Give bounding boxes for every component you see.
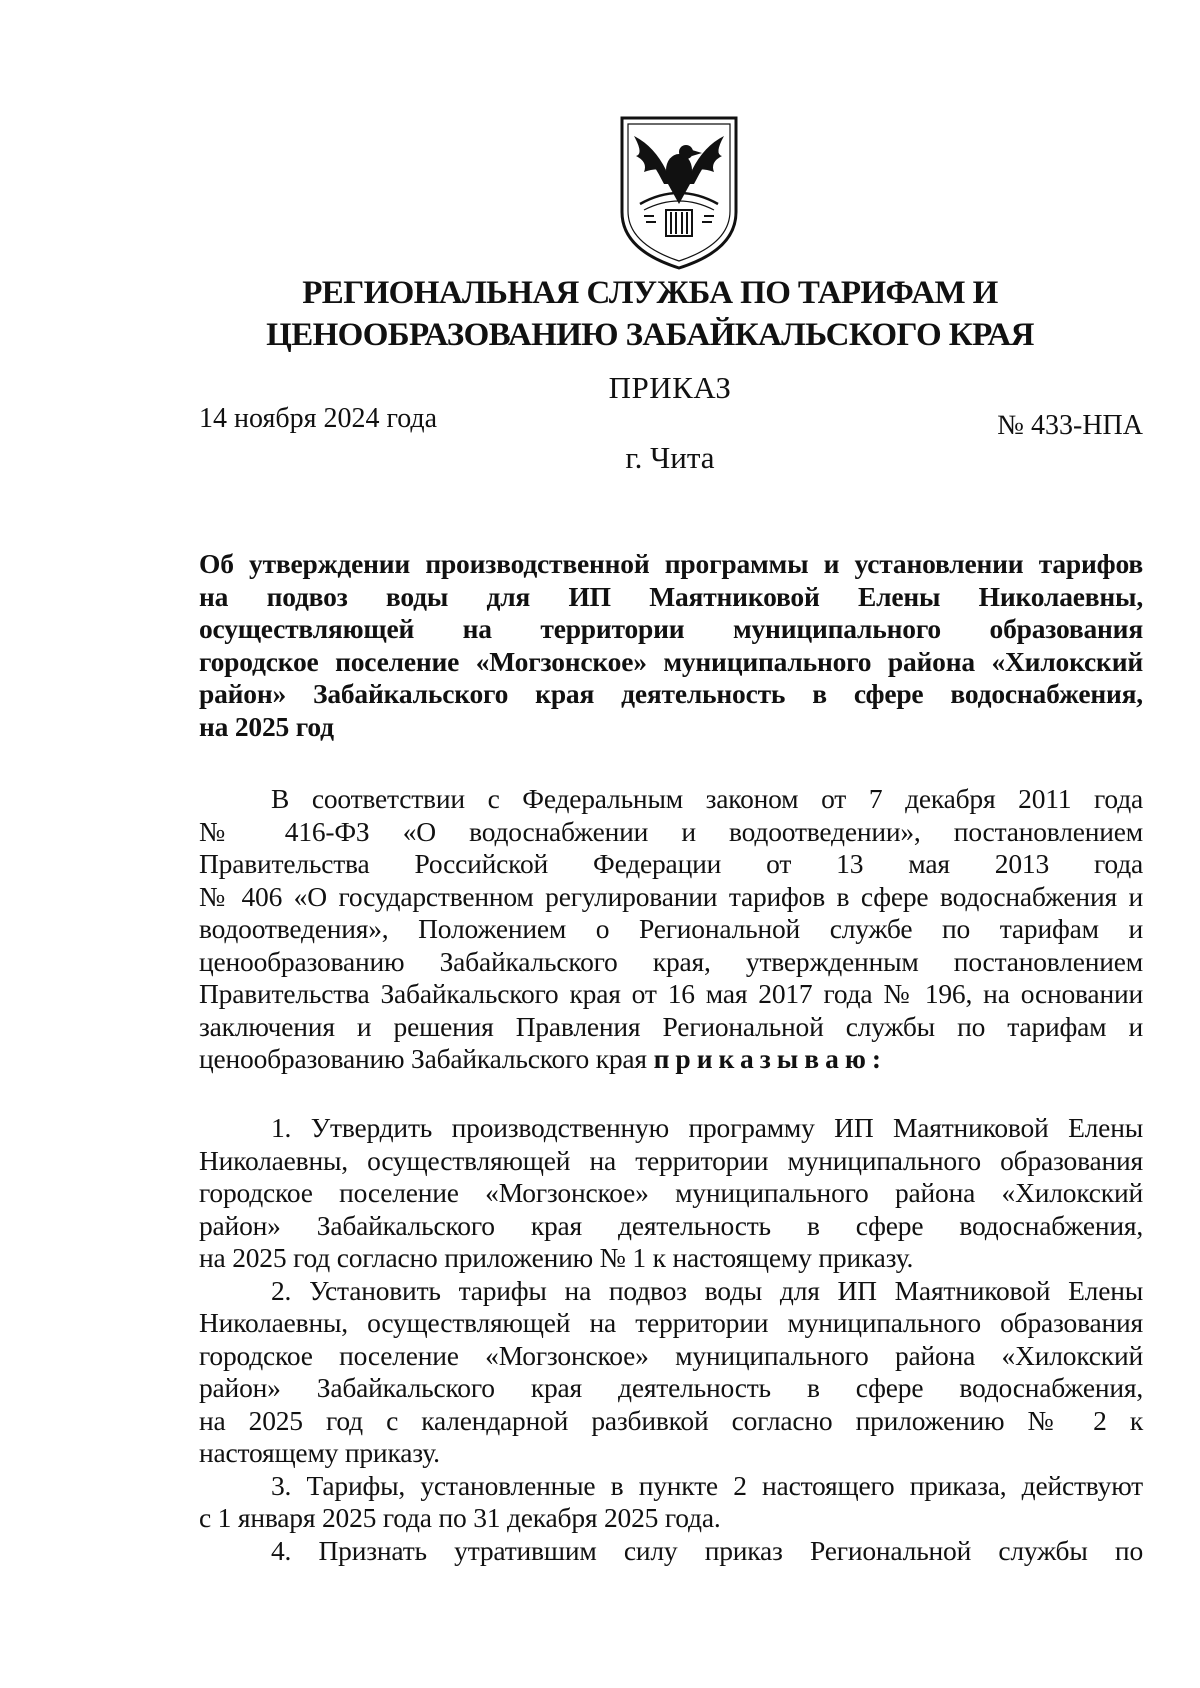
order-subject bbox=[199, 548, 1143, 743]
item-line: 2. Установить тарифы на подвоз воды для ИП Маятниковой Елены bbox=[271, 1274, 1143, 1306]
item-line: 1. Утвердить производственную программу ИП Маятниковой Елены bbox=[271, 1112, 1143, 1143]
item-line: городское поселение «Могзонское» муниципального района «Хилокский bbox=[199, 1339, 1143, 1371]
item-line: с 1 января 2025 года по 31 декабря 2025 года. bbox=[199, 1502, 721, 1533]
preamble-line: № 406 «О государственном регулировании тарифов в сфере водоснабжения и bbox=[199, 880, 1143, 912]
item-line: городское поселение «Могзонское» муниципального района «Хилокский bbox=[199, 1177, 1143, 1208]
subject-line: городское поселение «Могзонское» муниципального района «Хилокский bbox=[199, 645, 1143, 677]
preamble-line: № 416-ФЗ «О водоснабжении и водоотведении», постановлением bbox=[199, 815, 1143, 847]
item-line: Николаевны, осуществляющей на территории муниципального образования bbox=[199, 1144, 1143, 1176]
preamble-line: Правительства Забайкальского края от 16 мая 2017 года № 196, на основании bbox=[199, 978, 1143, 1009]
item-line: 4. Признать утратившим силу приказ Региональной службы по bbox=[271, 1534, 1143, 1566]
document-date: 14 ноября 2024 года bbox=[199, 403, 438, 434]
item-line: на 2025 год с календарной разбивкой согласно приложению № 2 к bbox=[199, 1404, 1143, 1436]
preamble-last-line-text: ценообразованию Забайкальского края bbox=[199, 1043, 647, 1074]
order-word: приказываю: bbox=[653, 1043, 888, 1074]
order-item-3 bbox=[199, 1470, 1143, 1535]
order-item-2 bbox=[199, 1275, 1143, 1470]
order-items bbox=[199, 1112, 1143, 1567]
organization-title-line-1: РЕГИОНАЛЬНАЯ СЛУЖБА ПО ТАРИФАМ И bbox=[302, 275, 998, 311]
preamble-line: заключения и решения Правления Региональной службы по тарифам и bbox=[199, 1010, 1143, 1042]
preamble-paragraph bbox=[199, 783, 1143, 1076]
preamble-line: ценообразованию Забайкальского края, утвержденным постановлением bbox=[199, 945, 1143, 977]
organization-title bbox=[240, 272, 1060, 356]
order-item-1 bbox=[199, 1112, 1143, 1275]
order-item-4 bbox=[199, 1535, 1143, 1568]
preamble-line: водоотведения», Положением о Региональной службе по тарифам и bbox=[199, 913, 1143, 944]
item-line: район» Забайкальского края деятельность в сфере водоснабжения, bbox=[199, 1209, 1143, 1241]
item-line: настоящему приказу. bbox=[199, 1437, 440, 1468]
subject-line: на подвоз воды для ИП Маятниковой Елены Николаевны, bbox=[199, 580, 1143, 612]
item-line: район» Забайкальского края деятельность в сфере водоснабжения, bbox=[199, 1372, 1143, 1403]
subject-line: на 2025 год bbox=[199, 710, 334, 742]
coat-of-arms-emblem bbox=[614, 112, 744, 272]
document-number: № 433-НПА bbox=[997, 410, 1143, 441]
subject-line: Об утверждении производственной программы и установлении тарифов bbox=[199, 548, 1143, 579]
document-city: г. Чита bbox=[625, 440, 715, 475]
preamble-line: В соответствии с Федеральным законом от 7 декабря 2011 года bbox=[271, 783, 1143, 814]
item-line: 3. Тарифы, установленные в пункте 2 настоящего приказа, действуют bbox=[271, 1469, 1143, 1501]
subject-line: осуществляющей на территории муниципального образования bbox=[199, 613, 1143, 644]
organization-title-line-2: ЦЕНООБРАЗОВАНИЮ ЗАБАЙКАЛЬСКОГО КРАЯ bbox=[266, 317, 1034, 353]
item-line: на 2025 год согласно приложению № 1 к настоящему приказу. bbox=[199, 1242, 914, 1273]
preamble-last-line bbox=[199, 1043, 1143, 1076]
document-type: ПРИКАЗ bbox=[608, 370, 732, 405]
item-line: Николаевны, осуществляющей на территории муниципального образования bbox=[199, 1307, 1143, 1338]
subject-line: район» Забайкальского края деятельность в сфере водоснабжения, bbox=[199, 678, 1143, 709]
preamble-line: Правительства Российской Федерации от 13 мая 2013 года bbox=[199, 848, 1143, 879]
